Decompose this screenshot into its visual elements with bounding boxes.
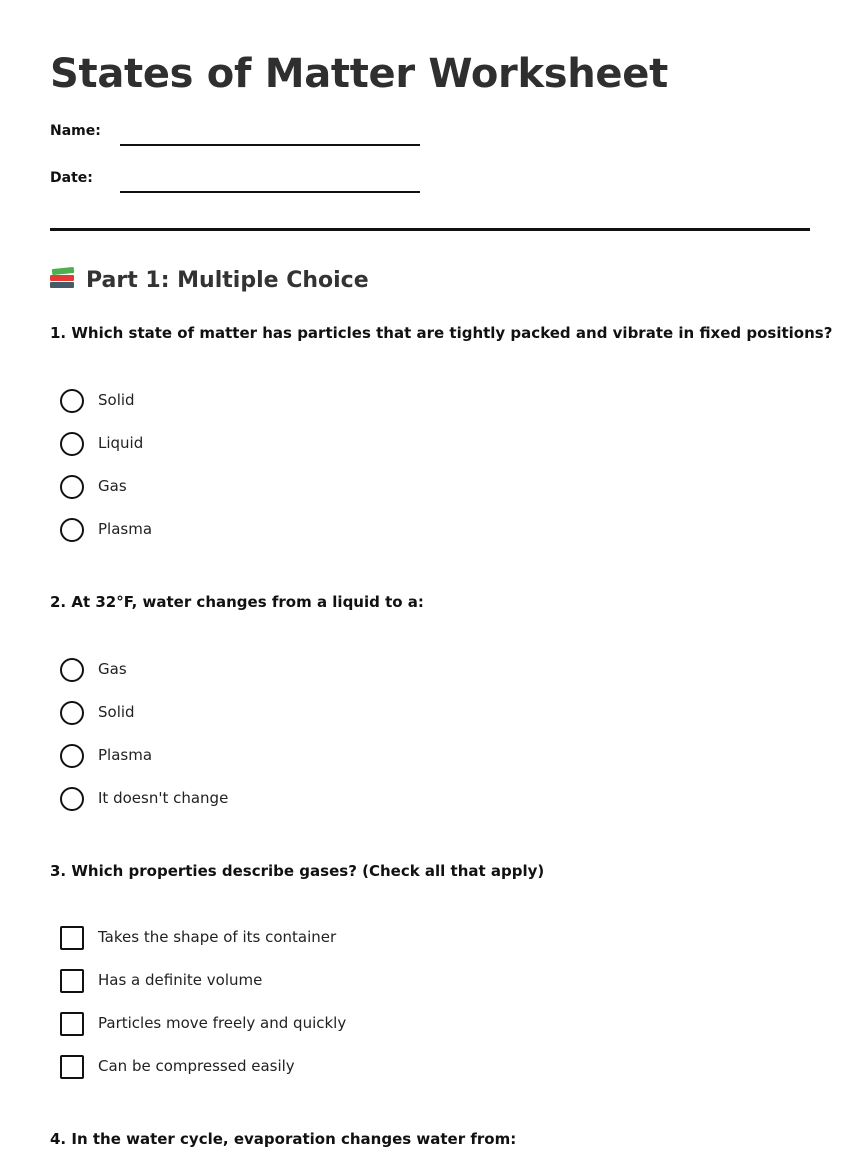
question-3: 3. Which properties describe gases? (Check all that apply) [50,862,545,880]
option-label: It doesn't change [98,789,229,807]
option-label: Has a definite volume [98,971,263,989]
q2-option-3[interactable] [60,744,660,770]
q3-option-2[interactable] [60,969,660,995]
q1-option-2[interactable] [60,432,660,458]
section-heading-text: Part 1: Multiple Choice [86,268,369,293]
question-2: 2. At 32°F, water changes from a liquid to a: [50,593,424,611]
checkbox[interactable] [60,1012,84,1036]
radio-button[interactable] [60,787,84,811]
name-field [50,122,470,152]
q2-option-4[interactable] [60,787,660,813]
q1-option-3[interactable] [60,475,660,501]
radio-button[interactable] [60,744,84,768]
option-label: Gas [98,477,127,495]
header-divider [50,228,810,231]
checkbox[interactable] [60,926,84,950]
question-1: 1. Which state of matter has particles that are tightly packed and vibrate in fixed positions? [50,324,833,342]
checkbox[interactable] [60,969,84,993]
option-label: Particles move freely and quickly [98,1014,347,1032]
option-label: Gas [98,660,127,678]
radio-button[interactable] [60,658,84,682]
date-input-line[interactable] [120,191,420,193]
q3-option-1[interactable] [60,926,660,952]
question-4: 4. In the water cycle, evaporation changes water from: [50,1130,517,1148]
radio-button[interactable] [60,432,84,456]
date-field [50,169,470,199]
checkbox[interactable] [60,1055,84,1079]
name-label: Name: [50,123,101,139]
option-label: Solid [98,391,135,409]
q2-option-2[interactable] [60,701,660,727]
option-label: Solid [98,703,135,721]
q3-option-3[interactable] [60,1012,660,1038]
option-label: Plasma [98,746,153,764]
q1-option-1[interactable] [60,389,660,415]
date-label: Date: [50,170,93,186]
radio-button[interactable] [60,475,84,499]
option-label: Can be compressed easily [98,1057,295,1075]
q3-option-4[interactable] [60,1055,660,1081]
option-label: Plasma [98,520,153,538]
option-label: Takes the shape of its container [98,928,337,946]
section-heading-part1 [50,266,369,296]
radio-button[interactable] [60,389,84,413]
books-icon [50,266,76,290]
q2-option-1[interactable] [60,658,660,684]
name-input-line[interactable] [120,144,420,146]
option-label: Liquid [98,434,144,452]
radio-button[interactable] [60,701,84,725]
radio-button[interactable] [60,518,84,542]
q1-option-4[interactable] [60,518,660,544]
page-title: States of Matter Worksheet [50,51,668,97]
